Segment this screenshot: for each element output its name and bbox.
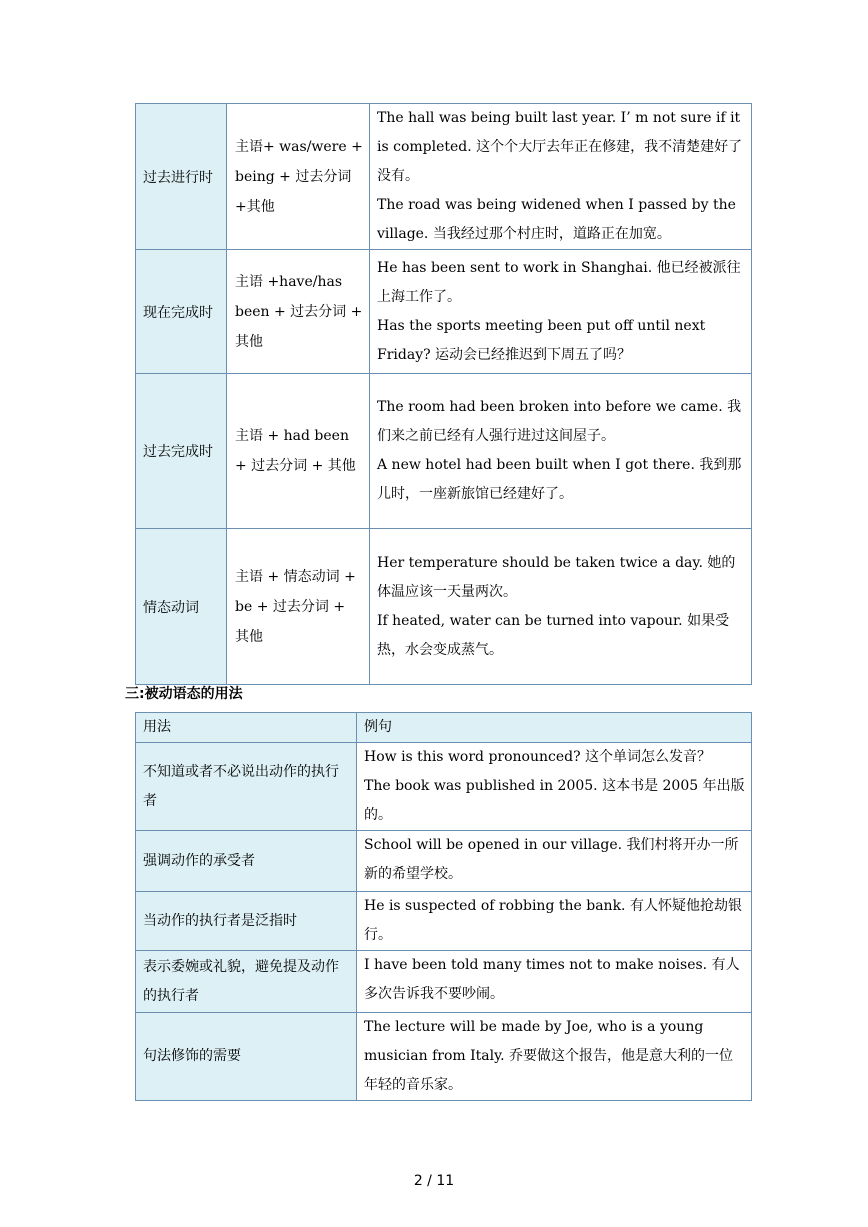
example-sentence: How is this word pronounced? 这个单词怎么发音？ bbox=[364, 749, 712, 765]
table-header-row bbox=[136, 713, 752, 743]
tense-structure: 主语 +have/has been + 过去分词 + 其他 bbox=[227, 250, 370, 374]
tense-name: 情态动词 bbox=[136, 529, 227, 685]
table-row bbox=[136, 743, 752, 831]
table-row bbox=[136, 892, 752, 951]
tense-structure: 主语 + had been + 过去分词 + 其他 bbox=[227, 374, 370, 529]
tense-structure: 主语 + 情态动词 + be + 过去分词 + 其他 bbox=[227, 529, 370, 685]
example-cell bbox=[357, 892, 752, 951]
example-sentence: The road was being widened when I passed by the village. 当我经过那个村庄时，道路正在加宽。 bbox=[377, 197, 736, 242]
usage-cell: 表示委婉或礼貌，避免提及动作的执行者 bbox=[136, 951, 357, 1013]
usage-cell: 不知道或者不必说出动作的执行者 bbox=[136, 743, 357, 831]
table-row bbox=[136, 951, 752, 1013]
table-row bbox=[136, 250, 752, 374]
example-sentence: If heated, water can be turned into vapour. 如果受热，水会变成蒸气。 bbox=[377, 612, 730, 658]
example-sentence: Has the sports meeting been put off until next Friday? 运动会已经推迟到下周五了吗？ bbox=[377, 317, 706, 363]
example-cell bbox=[357, 831, 752, 892]
tense-examples bbox=[370, 104, 752, 250]
table-row bbox=[136, 1013, 752, 1101]
example-cell bbox=[357, 743, 752, 831]
example-cell bbox=[357, 951, 752, 1013]
tense-examples bbox=[370, 374, 752, 529]
table-row bbox=[136, 374, 752, 529]
column-header-usage: 用法 bbox=[136, 713, 357, 743]
tense-structure: 主语+ was/were + being + 过去分词+其他 bbox=[227, 104, 370, 250]
tense-examples bbox=[370, 529, 752, 685]
usage-cell: 句法修饰的需要 bbox=[136, 1013, 357, 1101]
example-sentence: He has been sent to work in Shanghai. 他已经被派往上海工作了。 bbox=[377, 259, 741, 305]
usage-cell: 当动作的执行者是泛指时 bbox=[136, 892, 357, 951]
example-cell bbox=[357, 1013, 752, 1101]
example-sentence: The book was published in 2005. 这本书是 2005 年出版的。 bbox=[364, 778, 745, 823]
table-row bbox=[136, 831, 752, 892]
example-sentence: The hall was being built last year. I’ m not sure if it is completed. 这个个大厅去年正在修建，我不清楚建好了没有。 bbox=[377, 110, 743, 184]
example-sentence: A new hotel had been built when I got there. 我到那儿时，一座新旅馆已经建好了。 bbox=[377, 457, 742, 502]
example-sentence: The room had been broken into before we came. 我们来之前已经有人强行进过这间屋子。 bbox=[377, 399, 742, 444]
tense-name: 现在完成时 bbox=[136, 250, 227, 374]
usage-cell: 强调动作的承受者 bbox=[136, 831, 357, 892]
table-row bbox=[136, 529, 752, 685]
tense-examples bbox=[370, 250, 752, 374]
example-sentence: The lecture will be made by Joe, who is a young musician from Italy. 乔要做这个报告，他是意大利的一位年轻的音乐家。 bbox=[364, 1019, 734, 1093]
passive-usage-table bbox=[135, 712, 752, 1101]
tense-structure-table bbox=[135, 103, 752, 685]
table-row bbox=[136, 104, 752, 250]
example-sentence: I have been told many times not to make noises. 有人多次告诉我不要吵闹。 bbox=[364, 957, 740, 1002]
page-indicator: 2 / 11 bbox=[413, 1173, 455, 1189]
tense-name: 过去完成时 bbox=[136, 374, 227, 529]
example-sentence: Her temperature should be taken twice a day. 她的体温应该一天量两次。 bbox=[377, 554, 736, 600]
example-sentence: He is suspected of robbing the bank. 有人怀疑他抢劫银行。 bbox=[364, 898, 742, 943]
example-sentence: School will be opened in our village. 我们村将开办一所新的希望学校。 bbox=[364, 837, 739, 882]
section-heading: 三:被动语态的用法 bbox=[125, 686, 243, 702]
tense-name: 过去进行时 bbox=[136, 104, 227, 250]
column-header-example: 例句 bbox=[357, 713, 752, 743]
